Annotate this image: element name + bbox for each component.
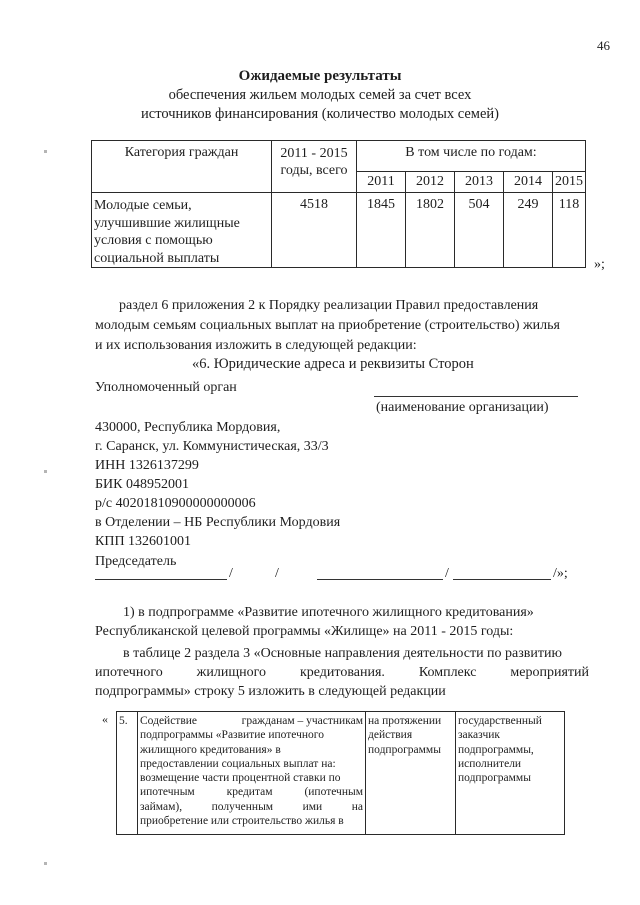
activity-word: (ипотечным: [304, 786, 363, 799]
paragraph-2-line-1: 1) в подпрограмме «Развитие ипотечного жилищного кредитования»: [123, 605, 534, 620]
opening-quote-mark: «: [102, 712, 108, 726]
requisites-line: р/с 40201810900000000006: [95, 496, 256, 511]
paragraph-2-line-2: Республиканской целевой программы «Жилище» на 2011 - 2015 годы:: [95, 624, 514, 639]
column-header-category: Категория граждан: [92, 141, 272, 193]
section-6-title: «6. Юридические адреса и реквизиты Сторон: [192, 356, 474, 372]
requisites-line: в Отделении – НБ Республики Мордовия: [95, 515, 341, 530]
heading-subtitle-line-1: обеспечения жильем молодых семей за счет всех: [168, 87, 472, 103]
year-value: 118: [553, 193, 586, 268]
executor-line: заказчик: [458, 729, 501, 742]
activity-word: на: [351, 800, 363, 813]
paragraph-1-line-3: и их использования изложить в следующей редакции:: [95, 338, 417, 353]
year-value: 1802: [406, 193, 455, 268]
chairman-label: Председатель: [95, 554, 177, 569]
requisites-line: ИНН 1326137299: [95, 458, 199, 473]
page-number: 46: [597, 38, 610, 53]
year-value: 249: [504, 193, 553, 268]
executor-line: государственный: [458, 715, 542, 727]
signature-slash: /: [275, 566, 279, 581]
category-line: социальной выплаты: [94, 250, 220, 266]
org-name-caption: (наименование организации): [376, 400, 549, 415]
column-header-by-years: В том числе по годам:: [357, 141, 586, 172]
activity-word: полученным: [211, 800, 274, 813]
table-row: [117, 712, 565, 835]
authorized-body-label: Уполномоченный орган: [95, 380, 237, 395]
executor-line: подпрограммы,: [458, 743, 534, 756]
activity-word: займам),: [140, 800, 183, 813]
activity-line: предоставлении социальных выплат на:: [140, 757, 336, 770]
signature-line: [95, 566, 595, 586]
activity-line: [140, 785, 363, 799]
signature-blank: [453, 579, 551, 580]
scan-speck: [44, 862, 47, 865]
paragraph-1-line-1: раздел 6 приложения 2 к Порядку реализации Правил предоставления: [119, 298, 539, 313]
activity-line: [140, 800, 363, 814]
requisites-line: г. Саранск, ул. Коммунистическая, 33/3: [95, 439, 329, 454]
requisites-line: КПП 132601001: [95, 534, 192, 549]
table-row: [92, 193, 586, 268]
year-value: 1845: [357, 193, 406, 268]
signature-slash: /: [445, 566, 449, 581]
year-header: 2012: [406, 172, 455, 193]
paragraph-word: кредитования.: [299, 665, 385, 680]
row-number: 5.: [117, 712, 138, 835]
period-line: действия: [368, 729, 413, 742]
total-value: 4518: [272, 193, 357, 268]
paragraph-word: мероприятий: [510, 665, 589, 680]
executor-line: подпрограммы: [458, 772, 531, 785]
paragraph-word: ипотечного: [95, 665, 163, 680]
paragraph-3-line-1: в таблице 2 раздела 3 «Основные направления деятельности по развитию: [123, 646, 562, 661]
signature-blank: [317, 579, 443, 580]
activity-word: кредитам: [226, 786, 273, 799]
document-heading: Ожидаемые результаты: [238, 68, 402, 84]
year-header: 2011: [357, 172, 406, 193]
scan-speck: [44, 150, 47, 153]
column-header-total-line-2: годы, всего: [280, 163, 348, 178]
paragraph-3-line-2: [95, 663, 589, 683]
closing-quote-mark: »;: [594, 257, 605, 272]
activity-word: гражданам – участникам: [241, 715, 363, 727]
signature-end-mark: /»;: [553, 566, 568, 581]
activity-word: ими: [302, 800, 323, 813]
activity-word: ипотечным: [140, 786, 195, 799]
period-cell: [366, 712, 456, 835]
executor-line: исполнители: [458, 757, 522, 770]
category-line: Молодые семьи,: [94, 198, 192, 213]
activity-line: возмещение части процентной ставки по: [140, 772, 341, 785]
paragraph-3-line-3: подпрограммы» строку 5 изложить в следующей редакции: [95, 684, 446, 699]
column-header-total-line-1: 2011 - 2015: [280, 146, 348, 161]
org-name-blank: [374, 396, 578, 397]
signature-blank: [95, 579, 227, 580]
activity-line: приобретение или строительство жилья в: [140, 815, 344, 828]
paragraph-word: Комплекс: [418, 665, 477, 680]
category-line: условия с помощью: [94, 233, 213, 248]
year-value: 504: [455, 193, 504, 268]
activity-line: жилищного кредитования» в: [140, 743, 281, 756]
period-line: на протяжении: [368, 715, 442, 727]
executor-cell: [456, 712, 565, 835]
activity-word: Содействие: [140, 715, 198, 727]
subprogram-table: [116, 711, 565, 835]
activity-line: [140, 714, 363, 728]
requisites-line: БИК 048952001: [95, 477, 189, 492]
activity-line: подпрограммы «Развитие ипотечного: [140, 729, 324, 742]
requisites-line: 430000, Республика Мордовия,: [95, 420, 281, 435]
heading-subtitle-line-2: источников финансирования (количество молодых семей): [141, 106, 499, 122]
results-table: [91, 140, 586, 268]
category-cell: [92, 193, 272, 268]
signature-slash: /: [229, 566, 233, 581]
paragraph-word: жилищного: [196, 665, 266, 680]
period-line: подпрограммы: [368, 743, 441, 756]
year-header: 2015: [553, 172, 586, 193]
year-header: 2013: [455, 172, 504, 193]
category-line: улучшившие жилищные: [94, 215, 240, 231]
paragraph-1-line-2: молодым семьям социальных выплат на приобретение (строительство) жилья: [95, 318, 560, 333]
column-header-total: [272, 141, 357, 193]
year-header: 2014: [504, 172, 553, 193]
scan-speck: [44, 470, 47, 473]
activity-cell: [138, 712, 366, 835]
